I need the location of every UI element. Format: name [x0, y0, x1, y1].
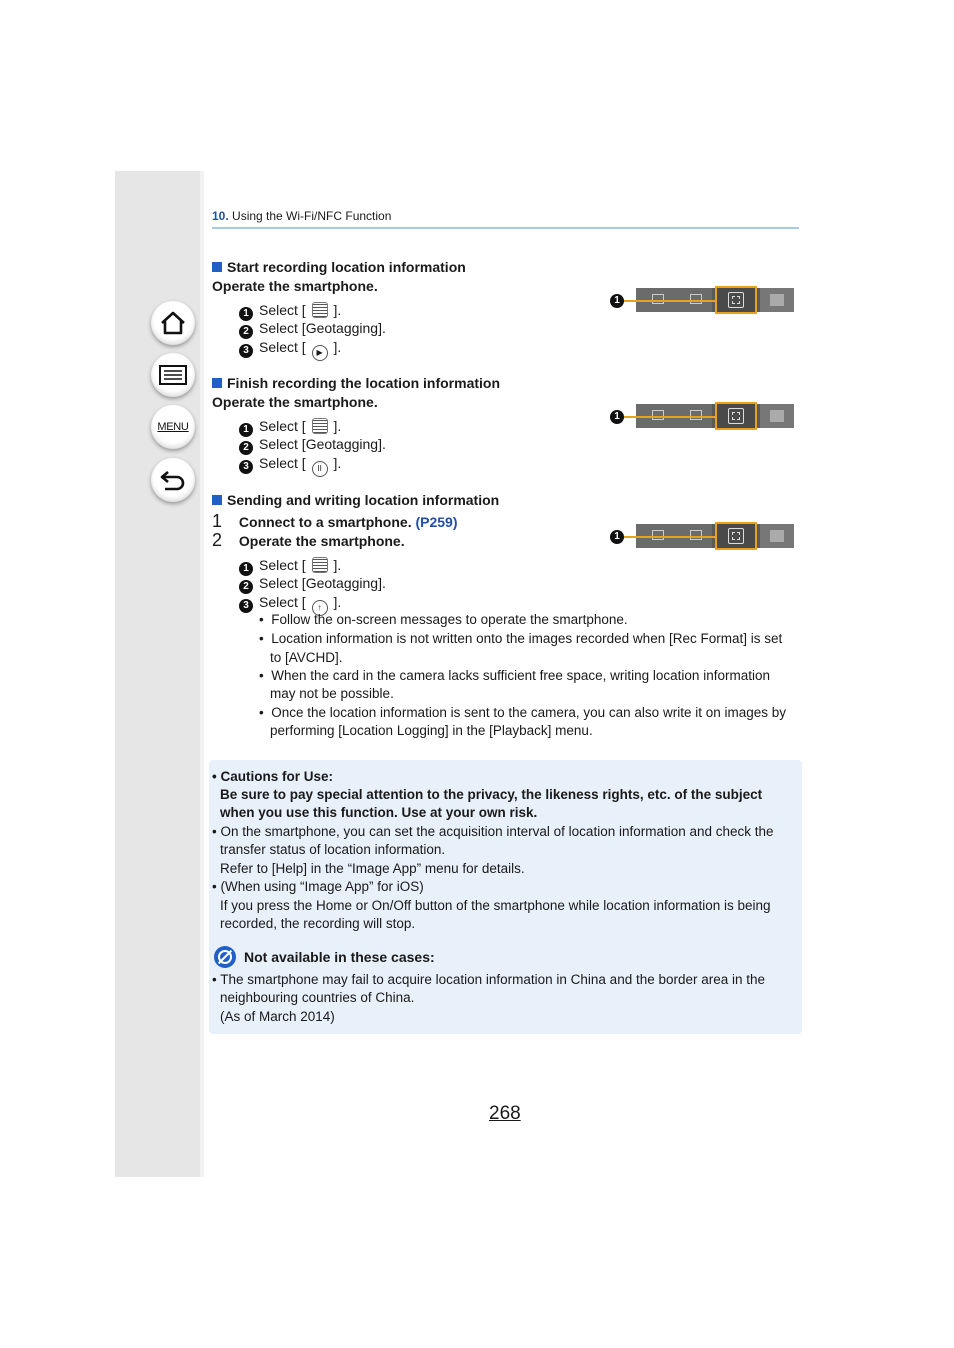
- note-text: neighbouring countries of China.: [220, 990, 415, 1005]
- section-title-finish: Finish recording the location information: [212, 375, 500, 391]
- smartphone-screen-illustration: [610, 402, 796, 432]
- not-available-heading: Not available in these cases:: [214, 946, 435, 968]
- cautions-text: Be sure to pay special attention to the privacy, the likeness rights, etc. of the subject: [220, 787, 763, 802]
- not-available-icon: [214, 946, 236, 968]
- section-title-start: Start recording location information: [212, 259, 466, 275]
- image-icon: [690, 530, 702, 540]
- callout-number: 1: [610, 294, 624, 308]
- page-header: [212, 209, 391, 223]
- numbered-step: 2 Operate the smartphone.: [212, 530, 405, 550]
- geotag-app-icon: [312, 418, 328, 434]
- pause-icon: II: [312, 461, 328, 477]
- chapter-title: Using the Wi-Fi/NFC Function: [232, 209, 392, 223]
- note-text: Refer to [Help] in the “Image App” menu for details.: [220, 861, 525, 876]
- geotag-app-icon: [312, 557, 328, 573]
- cautions-title: • Cautions for Use:: [212, 769, 333, 784]
- side-bar-divider: [200, 171, 204, 1177]
- step-item: 3 Select [ II ].: [239, 455, 341, 477]
- home-icon: [159, 310, 187, 336]
- geotag-icon: [728, 292, 744, 308]
- note-text: recorded, the recording will stop.: [220, 916, 416, 931]
- section-marker-icon: [212, 262, 222, 272]
- note-text: If you press the Home or On/Off button of the smartphone while location information is being: [220, 898, 771, 913]
- note-text: transfer status of location information.: [220, 842, 446, 857]
- header-rule: [212, 227, 799, 229]
- step-item: 1 Select [ ].: [239, 302, 341, 321]
- note-text: (As of March 2014): [220, 1009, 335, 1024]
- play-icon: ▶: [312, 345, 328, 361]
- menu-button-label: MENU: [157, 421, 189, 433]
- section-subtitle: Operate the smartphone.: [212, 278, 378, 294]
- contents-list-icon: [158, 364, 188, 386]
- camera-icon: [652, 530, 664, 540]
- step-item: 2 Select [Geotagging].: [239, 320, 386, 339]
- step-item: 2 Select [Geotagging].: [239, 575, 386, 594]
- smartphone-screen-illustration: [610, 286, 796, 316]
- note-text: • (When using “Image App” for iOS): [212, 879, 424, 894]
- callout-number: 1: [610, 410, 624, 424]
- bullet-item: • Follow the on-screen messages to operate the smartphone.: [259, 612, 628, 627]
- note-text: • On the smartphone, you can set the acquisition interval of location information and check the: [212, 824, 774, 839]
- camera-icon: [652, 294, 664, 304]
- section-title-sending: Sending and writing location information: [212, 492, 499, 508]
- smartphone-screen-illustration: [610, 522, 796, 552]
- section-marker-icon: [212, 378, 222, 388]
- numbered-step: 1 Connect to a smartphone. (P259): [212, 511, 458, 531]
- back-arrow-icon: [159, 468, 187, 492]
- step-item: 1 Select [ ].: [239, 418, 341, 437]
- bullet-item-cont: may not be possible.: [270, 686, 394, 701]
- step-item: 3 Select [ ▶ ].: [239, 339, 341, 361]
- step-item: 3 Select [ ↑ ].: [239, 594, 341, 616]
- image-icon: [690, 410, 702, 420]
- geotag-icon: [728, 528, 744, 544]
- chapter-number: 10.: [212, 209, 229, 223]
- image-icon: [690, 294, 702, 304]
- camera-icon: [652, 410, 664, 420]
- callout-number: 1: [610, 530, 624, 544]
- bullet-item-cont: performing [Location Logging] in the [Playback] menu.: [270, 723, 593, 738]
- section-subtitle: Operate the smartphone.: [212, 394, 378, 410]
- step-item: 1 Select [ ].: [239, 557, 341, 576]
- back-button[interactable]: [151, 458, 195, 502]
- bullet-item: • Once the location information is sent to the camera, you can also write it on images by: [259, 705, 786, 720]
- home-button[interactable]: [151, 301, 195, 345]
- contents-button[interactable]: [151, 353, 195, 397]
- geotag-app-icon: [312, 302, 328, 318]
- bullet-item: • Location information is not written onto the images recorded when [Rec Format] is set: [259, 631, 783, 646]
- send-location-icon: ↑: [312, 600, 328, 616]
- note-text: • The smartphone may fail to acquire location information in China and the border area in the: [212, 972, 766, 987]
- page-number: 268: [489, 1103, 521, 1124]
- page-link[interactable]: (P259): [415, 514, 458, 530]
- geotag-icon: [728, 408, 744, 424]
- section-marker-icon: [212, 495, 222, 505]
- bullet-item-cont: to [AVCHD].: [270, 650, 343, 665]
- bullet-item: • When the card in the camera lacks sufficient free space, writing location information: [259, 668, 770, 683]
- menu-button[interactable]: [151, 405, 195, 449]
- step-item: 2 Select [Geotagging].: [239, 436, 386, 455]
- cautions-text: when you use this function. Use at your own risk.: [220, 805, 538, 820]
